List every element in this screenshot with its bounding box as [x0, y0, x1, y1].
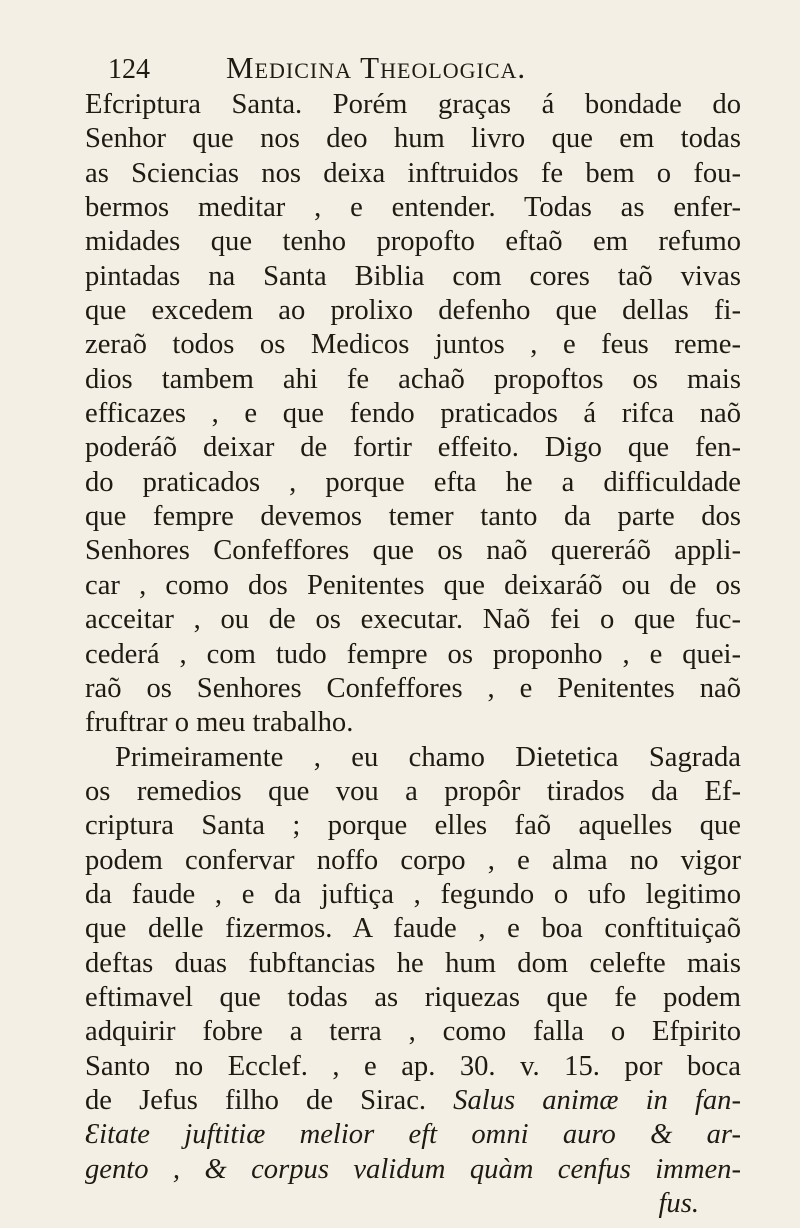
- text-line: as Sciencias nos deixa inftruidos fe bem o fou-: [85, 157, 741, 189]
- text-line: Efcriptura Santa. Porém graças á bondade do: [85, 89, 741, 120]
- latin-line: Ɛitate juftitiæ melior eft omni auro & ar-: [85, 1119, 741, 1151]
- text-line: dios tambem ahi fe achaõ propoftos os mais: [85, 363, 741, 395]
- text-line: criptura Santa ; porque elles faõ aquelles que: [85, 810, 741, 842]
- text-line: poderáõ deixar de fortir effeito. Digo que fen-: [85, 432, 741, 464]
- text-line: fruftrar o meu trabalho.: [85, 707, 354, 739]
- text-line: podem confervar noffo corpo , e alma no vigor: [85, 844, 741, 876]
- text-line: bermos meditar , e entender. Todas as enfer-: [85, 192, 741, 224]
- roman-run: de Jefus filho de Sirac.: [85, 1084, 427, 1116]
- text-line: Senhores Confeffores que os naõ quereráõ appli-: [85, 535, 741, 567]
- text-line: car , como dos Penitentes que deixaráõ ou de os: [85, 569, 741, 601]
- text-line: eftimavel que todas as riquezas que fe podem: [85, 981, 741, 1013]
- running-head: [108, 46, 708, 90]
- latin-line: gento , & corpus validum quàm cenfus immen-: [85, 1153, 741, 1185]
- text-line: que excedem ao prolixo defenho que dellas fi-: [85, 295, 741, 327]
- text-line: deftas duas fubftancias he hum dom celefte mais: [85, 947, 741, 979]
- text-line: raõ os Senhores Confeffores , e Penitentes naõ: [85, 672, 741, 704]
- running-title: Medicina Theologica.: [226, 50, 527, 85]
- text-line: da faude , e da juftiça , fegundo o ufo legitimo: [85, 878, 741, 910]
- text-line: Primeiramente , eu chamo Dietetica Sagrada: [115, 741, 741, 773]
- text-line: zeraõ todos os Medicos juntos , e feus reme-: [85, 329, 741, 361]
- text-line: que fempre devemos temer tanto da parte dos: [85, 501, 741, 533]
- text-line: Santo no Ecclef. , e ap. 30. v. 15. por boca: [85, 1050, 741, 1082]
- text-line: adquirir fobre a terra , como falla o Efpirito: [85, 1016, 741, 1048]
- text-line: midades que tenho propofto eftaõ em refumo: [85, 226, 741, 258]
- text-line: acceitar , ou de os executar. Naõ fei o que fuc-: [85, 604, 741, 636]
- text-line: cederá , com tudo fempre os proponho , e quei-: [85, 638, 741, 670]
- text-line: pintadas na Santa Biblia com cores taõ vivas: [85, 260, 741, 292]
- text-line: do praticados , porque efta he a difficuldade: [85, 466, 741, 498]
- text-line: os remedios que vou a propôr tirados da Ef-: [85, 775, 741, 807]
- text-line-mixed: [85, 1084, 741, 1118]
- text-line: que delle fizermos. A faude , e boa conftituiçaõ: [85, 913, 741, 945]
- italic-run: Salus animæ in fan-: [453, 1084, 741, 1116]
- page-number: 124: [108, 54, 150, 85]
- catchword: fus.: [658, 1188, 699, 1219]
- text-line: efficazes , e que fendo praticados á rifca naõ: [85, 398, 741, 430]
- text-line: Senhor que nos deo hum livro que em todas: [85, 123, 741, 155]
- body-text: [85, 88, 741, 1221]
